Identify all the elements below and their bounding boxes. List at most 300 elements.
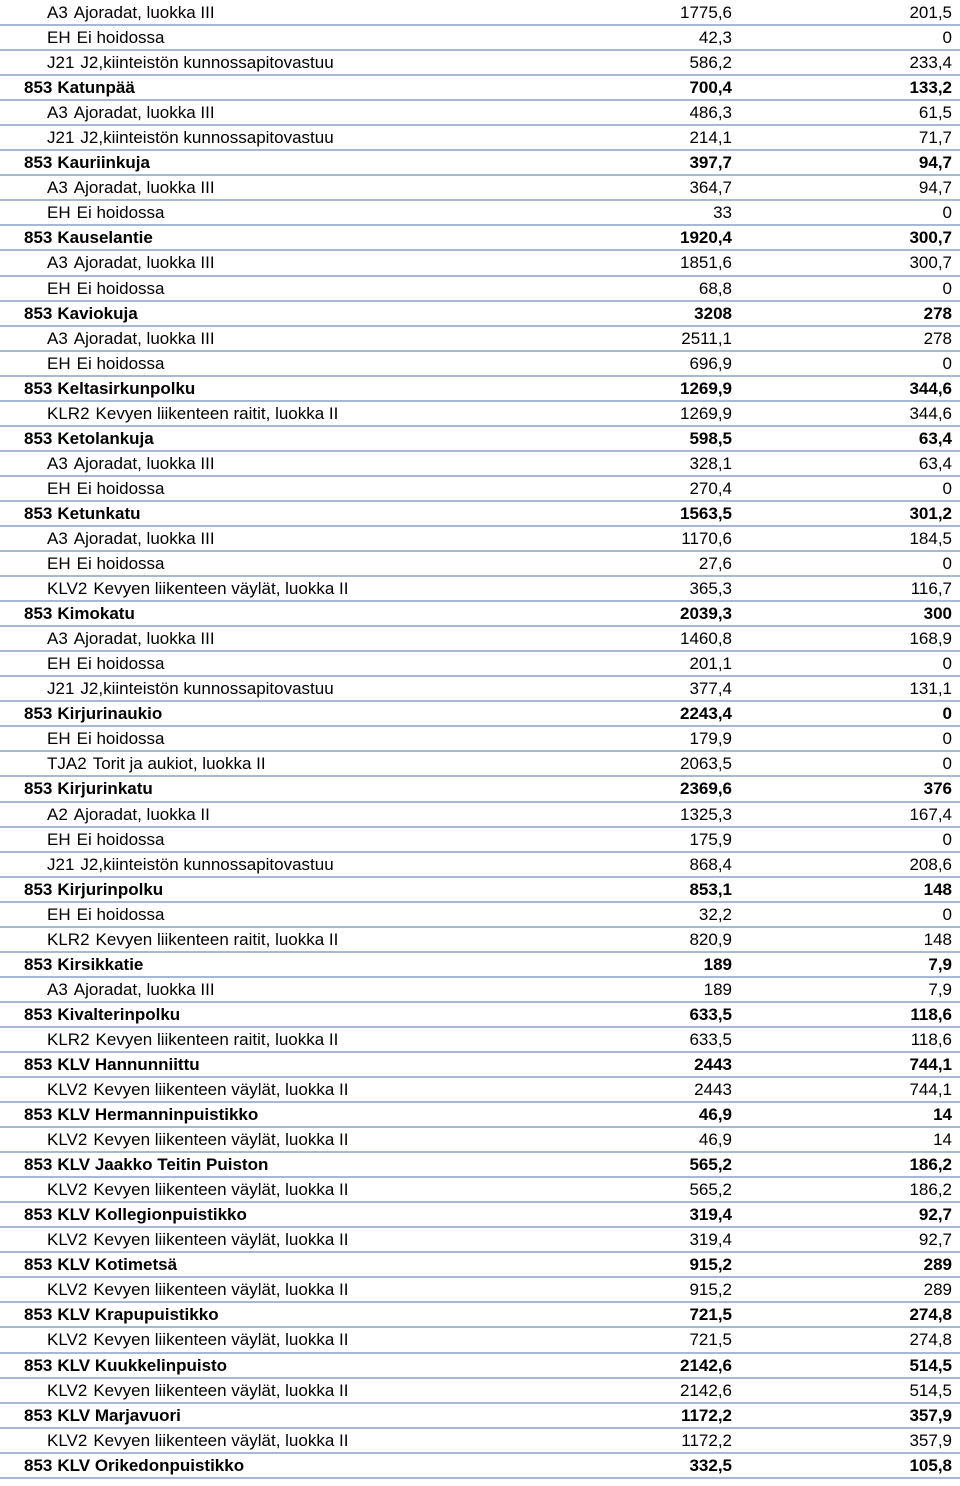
value-column-2: 274,8 [909, 1330, 952, 1350]
table-row [0, 577, 960, 602]
row-code: 853 [24, 503, 53, 523]
row-code: 853 [24, 1405, 53, 1425]
row-label [24, 1153, 268, 1177]
value-column-2: 0 [942, 278, 952, 298]
row-code: KLV2 [47, 1430, 88, 1450]
row-description: J2,kiinteistön kunnossapitovastuu [80, 53, 334, 73]
row-code: A3 [47, 3, 68, 22]
value-column-1: 2243,4 [680, 704, 732, 724]
row-label [47, 277, 165, 301]
row-description: Kevyen liikenteen väylät, luokka II [93, 1380, 349, 1400]
value-column-1: 1269,9 [680, 403, 732, 423]
row-code: 853 [24, 779, 53, 799]
row-description: Ei hoidossa [76, 729, 165, 749]
row-code: 853 [24, 1255, 53, 1275]
row-label [47, 176, 215, 200]
row-label [47, 552, 165, 576]
row-code: J21 [47, 679, 75, 699]
table-row [0, 477, 960, 502]
value-column-1: 1775,6 [680, 3, 732, 22]
row-description: Kevyen liikenteen väylät, luokka II [93, 1180, 349, 1200]
value-column-2: 344,6 [909, 378, 952, 398]
value-column-2: 514,5 [909, 1355, 952, 1375]
table-row [0, 828, 960, 853]
row-code: EH [47, 654, 71, 674]
row-code: A3 [47, 178, 68, 198]
value-column-1: 2369,6 [680, 779, 732, 799]
row-description: Kevyen liikenteen väylät, luokka II [93, 1230, 349, 1250]
row-description: Ei hoidossa [76, 278, 165, 298]
row-code: 853 [24, 378, 53, 398]
value-column-2: 7,9 [928, 954, 952, 974]
table-row [0, 1178, 960, 1203]
value-column-2: 300 [923, 604, 952, 624]
row-description: Kaviokuja [57, 303, 138, 323]
row-description: Ei hoidossa [76, 478, 165, 498]
group-header-row [0, 427, 960, 452]
table-row [0, 126, 960, 151]
row-label [47, 327, 215, 351]
row-code: J21 [47, 854, 75, 874]
row-description: Kirjurinkatu [57, 779, 153, 799]
row-label [24, 1454, 244, 1478]
value-column-2: 344,6 [909, 403, 952, 423]
group-header-row [0, 1253, 960, 1278]
row-label [47, 652, 165, 676]
value-column-1: 397,7 [689, 153, 732, 173]
row-label [47, 201, 165, 225]
row-code: KLR2 [47, 1029, 90, 1049]
row-description: Ajoradat, luokka II [73, 804, 210, 824]
row-label [47, 527, 215, 551]
value-column-2: 148 [923, 879, 952, 899]
row-description: Kirsikkatie [57, 954, 144, 974]
value-column-1: 179,9 [689, 729, 732, 749]
row-code: J21 [47, 53, 75, 73]
value-column-1: 1563,5 [680, 503, 732, 523]
row-code: 853 [24, 704, 53, 724]
value-column-2: 0 [942, 28, 952, 48]
row-description: KLV Kollegionpuistikko [57, 1205, 247, 1225]
row-code: A3 [47, 528, 68, 548]
table-row [0, 101, 960, 126]
row-label [24, 1003, 180, 1027]
row-label [47, 1328, 348, 1352]
row-description: Ei hoidossa [76, 203, 165, 223]
row-description: Kevyen liikenteen raitit, luokka II [95, 929, 339, 949]
table-row [0, 627, 960, 652]
row-label [47, 752, 266, 776]
group-header-row [0, 1354, 960, 1379]
value-column-1: 868,4 [689, 854, 732, 874]
value-column-1: 1851,6 [680, 253, 732, 273]
value-column-1: 46,9 [698, 1130, 732, 1150]
value-column-2: 167,4 [909, 804, 952, 824]
row-code: 853 [24, 1455, 53, 1475]
row-label [47, 853, 334, 877]
row-label [24, 1053, 200, 1077]
value-column-2: 14 [933, 1105, 952, 1125]
value-column-2: 14 [933, 1130, 952, 1150]
row-description: KLV Krapupuistikko [57, 1305, 219, 1325]
value-column-1: 328,1 [689, 453, 732, 473]
value-column-1: 1269,9 [680, 378, 732, 398]
value-column-2: 201,5 [909, 3, 952, 22]
row-description: Ei hoidossa [76, 654, 165, 674]
row-label [24, 878, 163, 902]
row-description: J2,kiinteistön kunnossapitovastuu [80, 679, 334, 699]
row-label [47, 1429, 348, 1453]
row-description: Kimokatu [57, 604, 135, 624]
value-column-1: 1325,3 [680, 804, 732, 824]
row-label [47, 627, 215, 651]
row-description: Ajoradat, luokka III [73, 528, 215, 548]
value-column-1: 32,2 [698, 904, 732, 924]
value-column-1: 2142,6 [680, 1355, 732, 1375]
row-description: Ajoradat, luokka III [73, 328, 215, 348]
value-column-1: 721,5 [689, 1330, 732, 1350]
row-label [47, 1379, 348, 1403]
group-header-row [0, 953, 960, 978]
row-description: Kirjurinaukio [57, 704, 163, 724]
value-column-1: 42,3 [698, 28, 732, 48]
row-code: KLV2 [47, 1080, 88, 1100]
value-column-1: 2443 [694, 1080, 732, 1100]
group-header-row [0, 878, 960, 903]
row-code: A3 [47, 103, 68, 123]
row-description: Kauselantie [57, 228, 153, 248]
value-column-2: 133,2 [909, 78, 952, 98]
row-code: KLV2 [47, 1380, 88, 1400]
value-column-2: 0 [942, 654, 952, 674]
value-column-1: 820,9 [689, 929, 732, 949]
row-description: Ei hoidossa [76, 353, 165, 373]
row-code: 853 [24, 228, 53, 248]
row-label [47, 1228, 348, 1252]
row-code: A3 [47, 453, 68, 473]
row-label [47, 251, 215, 275]
value-column-1: 2142,6 [680, 1380, 732, 1400]
table-row [0, 1278, 960, 1303]
row-label [24, 1404, 181, 1428]
table-row [0, 1228, 960, 1253]
row-label [47, 978, 215, 1002]
value-column-1: 189 [703, 979, 732, 999]
value-column-2: 92,7 [918, 1205, 952, 1225]
row-code: 853 [24, 303, 53, 323]
value-column-1: 332,5 [689, 1455, 732, 1475]
row-description: J2,kiinteistön kunnossapitovastuu [80, 128, 334, 148]
row-label [47, 1, 215, 25]
row-description: Kevyen liikenteen väylät, luokka II [93, 1130, 349, 1150]
table-row [0, 652, 960, 677]
value-column-2: 357,9 [909, 1405, 952, 1425]
row-label [24, 302, 138, 326]
table-row [0, 1429, 960, 1454]
group-header-row [0, 602, 960, 627]
row-label [47, 577, 348, 601]
table-row [0, 51, 960, 76]
value-column-1: 3208 [694, 303, 732, 323]
value-column-2: 289 [923, 1255, 952, 1275]
table-row [0, 853, 960, 878]
row-description: Ajoradat, luokka III [73, 629, 215, 649]
value-column-2: 208,6 [909, 854, 952, 874]
row-label [47, 101, 215, 125]
value-column-2: 233,4 [909, 53, 952, 73]
table-row [0, 327, 960, 352]
row-label [47, 126, 334, 150]
value-column-1: 700,4 [689, 78, 732, 98]
row-code: KLR2 [47, 403, 90, 423]
value-column-2: 184,5 [909, 528, 952, 548]
value-column-2: 118,6 [910, 1004, 952, 1024]
row-label [24, 427, 154, 451]
value-column-2: 118,6 [910, 1029, 952, 1049]
value-column-1: 1460,8 [680, 629, 732, 649]
value-column-2: 301,2 [909, 503, 952, 523]
value-column-2: 131,1 [909, 679, 952, 699]
row-label [47, 727, 165, 751]
table-row [0, 677, 960, 702]
value-column-1: 33 [713, 203, 732, 223]
row-code: A3 [47, 629, 68, 649]
row-code: 853 [24, 1205, 53, 1225]
row-description: Ajoradat, luokka III [73, 178, 215, 198]
row-code: KLV2 [47, 1230, 88, 1250]
value-column-1: 565,2 [689, 1180, 732, 1200]
value-column-1: 2511,1 [681, 328, 732, 348]
row-label [24, 953, 143, 977]
row-label [47, 452, 215, 476]
row-label [47, 1278, 348, 1302]
row-description: KLV Hannunniittu [57, 1054, 200, 1074]
value-column-2: 0 [942, 203, 952, 223]
row-description: Kevyen liikenteen väylät, luokka II [93, 579, 349, 599]
row-description: KLV Marjavuori [57, 1405, 181, 1425]
table-row [0, 527, 960, 552]
row-label [24, 1103, 258, 1127]
value-column-2: 186,2 [909, 1180, 952, 1200]
value-column-1: 377,4 [689, 679, 732, 699]
row-label [24, 502, 141, 526]
value-column-1: 633,5 [689, 1004, 732, 1024]
value-column-2: 0 [942, 704, 952, 724]
row-description: Kevyen liikenteen väylät, luokka II [93, 1430, 349, 1450]
value-column-1: 319,4 [689, 1205, 732, 1225]
group-header-row [0, 777, 960, 802]
row-description: Ketunkatu [57, 503, 141, 523]
row-label [47, 26, 165, 50]
value-column-1: 565,2 [689, 1155, 732, 1175]
row-code: KLV2 [47, 1280, 88, 1300]
row-label [24, 226, 153, 250]
row-description: Ei hoidossa [76, 554, 165, 574]
row-code: 853 [24, 428, 53, 448]
table-row [0, 928, 960, 953]
value-column-1: 586,2 [689, 53, 732, 73]
table-row [0, 803, 960, 828]
row-code: 853 [24, 604, 53, 624]
value-column-2: 0 [942, 478, 952, 498]
table-row [0, 1, 960, 26]
value-column-2: 0 [942, 829, 952, 849]
value-column-2: 148 [923, 929, 952, 949]
group-header-row [0, 226, 960, 251]
row-code: 853 [24, 1305, 53, 1325]
row-code: 853 [24, 1355, 53, 1375]
row-code: J21 [47, 128, 75, 148]
row-label [47, 402, 338, 426]
group-header-row [0, 1404, 960, 1429]
row-description: Katunpää [57, 78, 135, 98]
group-header-row [0, 702, 960, 727]
row-code: A3 [47, 328, 68, 348]
row-code: 853 [24, 954, 53, 974]
value-column-2: 63,4 [918, 453, 952, 473]
row-label [24, 1203, 247, 1227]
value-column-2: 744,1 [909, 1054, 952, 1074]
row-code: A2 [47, 804, 68, 824]
row-label [47, 677, 334, 701]
value-column-1: 633,5 [689, 1029, 732, 1049]
row-label [47, 1028, 338, 1052]
group-header-row [0, 502, 960, 527]
row-description: KLV Orikedonpuistikko [57, 1455, 245, 1475]
value-column-2: 376 [923, 779, 952, 799]
row-description: Ajoradat, luokka III [73, 3, 215, 22]
group-header-row [0, 1003, 960, 1028]
value-column-1: 189 [703, 954, 732, 974]
row-label [47, 1178, 348, 1202]
row-description: Kevyen liikenteen väylät, luokka II [93, 1080, 349, 1100]
row-label [47, 903, 165, 927]
row-code: KLV2 [47, 1180, 88, 1200]
row-description: Kevyen liikenteen väylät, luokka II [93, 1280, 349, 1300]
value-column-2: 0 [942, 754, 952, 774]
value-column-2: 105,8 [909, 1455, 952, 1475]
value-column-1: 853,1 [689, 879, 732, 899]
value-column-1: 364,7 [689, 178, 732, 198]
value-column-1: 598,5 [689, 428, 732, 448]
value-column-1: 721,5 [689, 1305, 732, 1325]
value-column-2: 300,7 [909, 253, 952, 273]
table-row [0, 1078, 960, 1103]
value-column-2: 0 [942, 353, 952, 373]
row-code: EH [47, 729, 71, 749]
row-description: Ei hoidossa [76, 904, 165, 924]
value-column-1: 1920,4 [680, 228, 732, 248]
value-column-2: 0 [942, 554, 952, 574]
value-column-1: 175,9 [689, 829, 732, 849]
group-header-row [0, 302, 960, 327]
row-code: A3 [47, 253, 68, 273]
group-header-row [0, 1153, 960, 1178]
row-label [24, 151, 150, 175]
value-column-1: 1170,6 [681, 528, 732, 548]
table-row [0, 552, 960, 577]
value-column-1: 27,6 [698, 554, 732, 574]
row-label [24, 777, 153, 801]
value-column-2: 186,2 [909, 1155, 952, 1175]
value-column-1: 46,9 [698, 1105, 732, 1125]
row-label [24, 602, 135, 626]
row-description: J2,kiinteistön kunnossapitovastuu [80, 854, 334, 874]
value-column-2: 71,7 [918, 128, 952, 148]
value-column-2: 300,7 [909, 228, 952, 248]
row-description: KLV Kotimetsä [57, 1255, 178, 1275]
row-label [47, 352, 165, 376]
row-code: EH [47, 353, 71, 373]
row-code: KLV2 [47, 1330, 88, 1350]
row-description: Ei hoidossa [76, 28, 165, 48]
table-row [0, 1128, 960, 1153]
value-column-1: 1172,2 [681, 1430, 732, 1450]
value-column-2: 0 [942, 729, 952, 749]
group-header-row [0, 1053, 960, 1078]
row-label [47, 51, 334, 75]
row-code: 853 [24, 1105, 53, 1125]
row-code: 853 [24, 1004, 53, 1024]
value-column-1: 1172,2 [680, 1405, 732, 1425]
table-row [0, 1328, 960, 1353]
table-row [0, 752, 960, 777]
value-column-2: 357,9 [909, 1430, 952, 1450]
row-code: 853 [24, 1054, 53, 1074]
row-label [24, 1253, 177, 1277]
value-column-2: 274,8 [909, 1305, 952, 1325]
table-row [0, 277, 960, 302]
row-code: 853 [24, 153, 53, 173]
row-description: KLV Jaakko Teitin Puiston [57, 1155, 269, 1175]
table-row [0, 1379, 960, 1404]
group-header-row [0, 1303, 960, 1328]
row-description: Ei hoidossa [76, 829, 165, 849]
row-code: EH [47, 904, 71, 924]
value-column-2: 278 [923, 303, 952, 323]
value-column-1: 365,3 [689, 579, 732, 599]
row-description: Ketolankuja [57, 428, 154, 448]
row-code: EH [47, 28, 71, 48]
table-row [0, 727, 960, 752]
table-row [0, 978, 960, 1003]
value-column-1: 486,3 [689, 103, 732, 123]
row-description: Kirjurinpolku [57, 879, 164, 899]
row-code: A3 [47, 979, 68, 999]
value-column-1: 2063,5 [680, 754, 732, 774]
group-header-row [0, 377, 960, 402]
table-row [0, 452, 960, 477]
value-column-2: 744,1 [909, 1080, 952, 1100]
value-column-2: 0 [942, 904, 952, 924]
row-code: EH [47, 554, 71, 574]
row-label [47, 1078, 348, 1102]
row-label [24, 1303, 219, 1327]
row-label [24, 702, 162, 726]
group-header-row [0, 1203, 960, 1228]
table-row [0, 201, 960, 226]
row-description: Kevyen liikenteen väylät, luokka II [93, 1330, 349, 1350]
row-code: 853 [24, 1155, 53, 1175]
row-code: 853 [24, 78, 53, 98]
value-column-1: 214,1 [689, 128, 732, 148]
value-column-2: 94,7 [918, 178, 952, 198]
value-column-1: 915,2 [689, 1255, 732, 1275]
row-label [47, 928, 338, 952]
row-description: Kivalterinpolku [57, 1004, 181, 1024]
row-description: Kevyen liikenteen raitit, luokka II [95, 1029, 339, 1049]
row-code: TJA2 [47, 754, 87, 774]
